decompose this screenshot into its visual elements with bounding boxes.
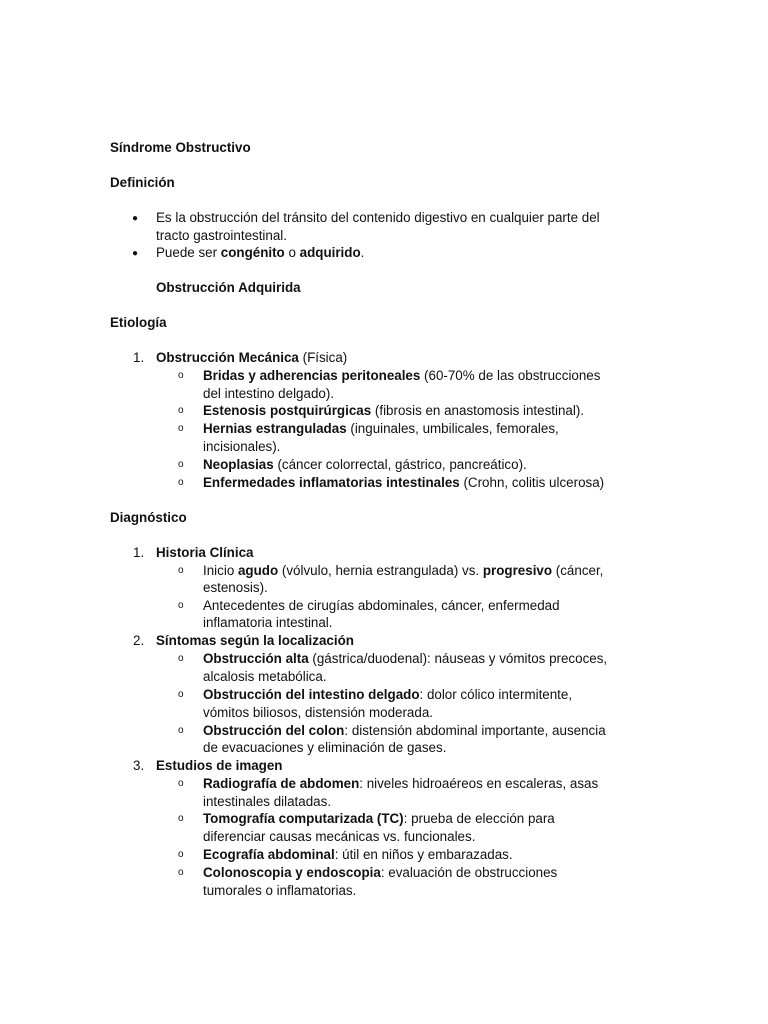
definicion-heading: Definición	[110, 175, 175, 190]
diagnostico-3-sub-3	[203, 846, 513, 864]
diagnostico-1-sub-2: Antecedentes de cirugías abdominales, cáncer, enfermedad	[203, 598, 560, 613]
circle-bullet-icon: o	[178, 725, 184, 736]
bold-text: Neoplasias	[203, 457, 274, 472]
bold-text: Hernias estranguladas	[203, 421, 347, 436]
diagnostico-2-sub-2	[203, 686, 572, 704]
etiologia-sub-3	[203, 420, 559, 438]
etiologia-sub-1-line-2: del intestino delgado).	[203, 386, 335, 401]
text: (inguinales, umbilicales, femorales,	[346, 421, 559, 436]
circle-bullet-icon: o	[178, 867, 184, 878]
bold-text: Tomografía computarizada (TC)	[203, 811, 404, 826]
diagnostico-1-sub-1-line-2: estenosis).	[203, 580, 268, 595]
text: : dolor cólico intermitente,	[419, 687, 573, 702]
bold-text: Obstrucción alta	[203, 651, 309, 666]
text: (vólvulo, hernia estrangulada) vs.	[278, 563, 483, 578]
text: Inicio	[203, 563, 238, 578]
circle-bullet-icon: o	[178, 653, 184, 664]
bold-text: congénito	[220, 245, 285, 260]
bold-text: Estenosis postquirúrgicas	[203, 403, 372, 418]
text: (60-70% de las obstrucciones	[420, 368, 601, 383]
circle-bullet-icon: o	[178, 459, 184, 470]
bold-text: agudo	[237, 563, 279, 578]
etiologia-sub-5	[203, 474, 604, 492]
circle-bullet-icon: o	[178, 565, 184, 576]
bold-text: Obstrucción Mecánica	[156, 350, 299, 365]
circle-bullet-icon: o	[178, 370, 184, 381]
diagnostico-2-sub-1-line-2: alcalosis metabólica.	[203, 669, 327, 684]
diagnostico-2-sub-1	[203, 650, 607, 668]
text: o	[284, 245, 300, 260]
circle-bullet-icon: o	[178, 405, 184, 416]
diagnostico-3-sub-4	[203, 864, 557, 882]
bold-text: Radiografía de abdomen	[203, 776, 360, 791]
bold-text: adquirido	[299, 245, 361, 260]
text: .	[360, 245, 365, 260]
bold-text: Obstrucción del intestino delgado	[203, 687, 420, 702]
text: (Física)	[298, 350, 348, 365]
def-bullet-2	[156, 244, 364, 262]
bold-text: Bridas y adherencias peritoneales	[203, 368, 421, 383]
list-number: 2.	[133, 633, 145, 648]
circle-bullet-icon: o	[178, 778, 184, 789]
list-number: 1.	[133, 350, 145, 365]
diagnostico-1-sub-1	[203, 562, 603, 580]
diagnostico-heading: Diagnóstico	[110, 510, 187, 525]
def-bullet-1-line-1: Es la obstrucción del tránsito del contenido digestivo en cualquier parte del	[156, 210, 600, 225]
diagnostico-2-sub-3	[203, 722, 606, 740]
diagnostico-1-sub-2-line-2: inflamatoria intestinal.	[203, 615, 333, 630]
text: : niveles hidroaéreos en escaleras, asas	[359, 776, 599, 791]
circle-bullet-icon: o	[178, 813, 184, 824]
diagnostico-2-sub-2-line-2: vómitos biliosos, distensión moderada.	[203, 705, 433, 720]
text: (gástrica/duodenal): náuseas y vómitos precoces,	[308, 651, 608, 666]
diagnostico-3-sub-2-line-2: diferenciar causas mecánicas vs. funcionales.	[203, 829, 476, 844]
bold-text: progresivo	[482, 563, 553, 578]
text: : útil en niños y embarazadas.	[334, 847, 513, 862]
etiologia-sub-2	[203, 402, 584, 420]
diagnostico-2-sub-3-line-2: de evacuaciones y eliminación de gases.	[203, 740, 447, 755]
document-title: Síndrome Obstructivo	[110, 140, 251, 155]
etiologia-heading: Etiología	[110, 315, 167, 330]
circle-bullet-icon: o	[178, 849, 184, 860]
bold-text: Obstrucción del colon	[203, 723, 345, 738]
etiologia-sub-4	[203, 456, 527, 474]
bold-text: Enfermedades inflamatorias intestinales	[203, 475, 460, 490]
text: : prueba de elección para	[403, 811, 555, 826]
text: (Crohn, colitis ulcerosa)	[459, 475, 605, 490]
etiologia-sub-1	[203, 367, 600, 385]
adquirida-heading: Obstrucción Adquirida	[156, 280, 301, 295]
etiologia-item-1	[156, 349, 347, 367]
text: (cáncer,	[552, 563, 604, 578]
circle-bullet-icon: o	[178, 423, 184, 434]
text: (cáncer colorrectal, gástrico, pancreático).	[273, 457, 527, 472]
bullet-icon: ●	[132, 213, 139, 224]
diagnostico-3-sub-4-line-2: tumorales o inflamatorias.	[203, 883, 357, 898]
circle-bullet-icon: o	[178, 689, 184, 700]
text: Puede ser	[156, 245, 221, 260]
diagnostico-3-sub-2	[203, 810, 555, 828]
diagnostico-item-2: Síntomas según la localización	[156, 633, 354, 648]
diagnostico-item-1: Historia Clínica	[156, 545, 254, 560]
text: : evaluación de obstrucciones	[380, 865, 558, 880]
bullet-icon: ●	[132, 248, 139, 259]
diagnostico-3-sub-1	[203, 775, 598, 793]
circle-bullet-icon: o	[178, 477, 184, 488]
bold-text: Colonoscopia y endoscopia	[203, 865, 381, 880]
list-number: 1.	[133, 545, 145, 560]
diagnostico-item-3: Estudios de imagen	[156, 758, 283, 773]
circle-bullet-icon: o	[178, 600, 184, 611]
list-number: 3.	[133, 758, 145, 773]
diagnostico-3-sub-1-line-2: intestinales dilatadas.	[203, 794, 332, 809]
etiologia-sub-3-line-2: incisionales).	[203, 439, 281, 454]
bold-text: Ecografía abdominal	[203, 847, 335, 862]
def-bullet-1-line-2: tracto gastrointestinal.	[156, 228, 287, 243]
text: (fibrosis en anastomosis intestinal).	[371, 403, 585, 418]
text: : distensión abdominal importante, ausencia	[344, 723, 606, 738]
